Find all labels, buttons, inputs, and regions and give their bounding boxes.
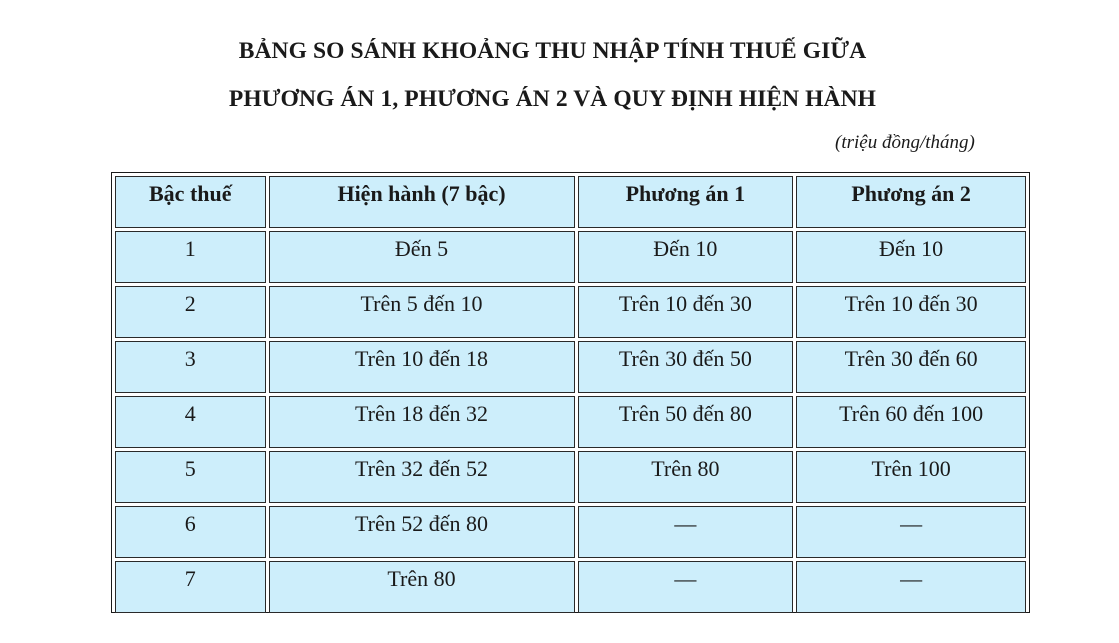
comparison-table-frame [111, 172, 1030, 613]
cell-bracket: 3 [115, 341, 266, 393]
table-header-row [115, 176, 1026, 228]
cell-current: Trên 18 đến 32 [269, 396, 575, 448]
cell-bracket: 7 [115, 561, 266, 613]
document-title-line-1: BẢNG SO SÁNH KHOẢNG THU NHẬP TÍNH THUẾ GIỮA [238, 38, 867, 64]
cell-bracket: 1 [115, 231, 266, 283]
cell-current: Trên 5 đến 10 [269, 286, 575, 338]
table-row [115, 231, 1026, 283]
cell-option-2: Trên 10 đến 30 [796, 286, 1026, 338]
table-row [115, 286, 1026, 338]
cell-option-1: Trên 80 [578, 451, 794, 503]
table-row [115, 451, 1026, 503]
table-row [115, 396, 1026, 448]
cell-option-2: — [796, 561, 1026, 613]
cell-option-2: Trên 30 đến 60 [796, 341, 1026, 393]
cell-option-2: Trên 60 đến 100 [796, 396, 1026, 448]
cell-option-1: Đến 10 [578, 231, 794, 283]
cell-option-1: — [578, 506, 794, 558]
document-title-line-2: PHƯƠNG ÁN 1, PHƯƠNG ÁN 2 VÀ QUY ĐỊNH HIỆN HÀNH [228, 86, 877, 112]
cell-option-1: Trên 50 đến 80 [578, 396, 794, 448]
cell-option-1: Trên 10 đến 30 [578, 286, 794, 338]
cell-current: Trên 80 [269, 561, 575, 613]
cell-option-2: — [796, 506, 1026, 558]
cell-option-2: Trên 100 [796, 451, 1026, 503]
cell-current: Trên 52 đến 80 [269, 506, 575, 558]
cell-current: Đến 5 [269, 231, 575, 283]
table-row [115, 506, 1026, 558]
unit-note: (triệu đồng/tháng) [835, 132, 975, 153]
cell-current: Trên 32 đến 52 [269, 451, 575, 503]
cell-option-2: Đến 10 [796, 231, 1026, 283]
header-option-1: Phương án 1 [578, 176, 794, 228]
table-row [115, 561, 1026, 613]
cell-current: Trên 10 đến 18 [269, 341, 575, 393]
table-row [115, 341, 1026, 393]
cell-option-1: — [578, 561, 794, 613]
cell-bracket: 2 [115, 286, 266, 338]
cell-bracket: 4 [115, 396, 266, 448]
cell-option-1: Trên 30 đến 50 [578, 341, 794, 393]
header-option-2: Phương án 2 [796, 176, 1026, 228]
header-tax-bracket: Bậc thuế [115, 176, 266, 228]
header-current: Hiện hành (7 bậc) [269, 176, 575, 228]
cell-bracket: 5 [115, 451, 266, 503]
cell-bracket: 6 [115, 506, 266, 558]
comparison-table [112, 173, 1029, 616]
